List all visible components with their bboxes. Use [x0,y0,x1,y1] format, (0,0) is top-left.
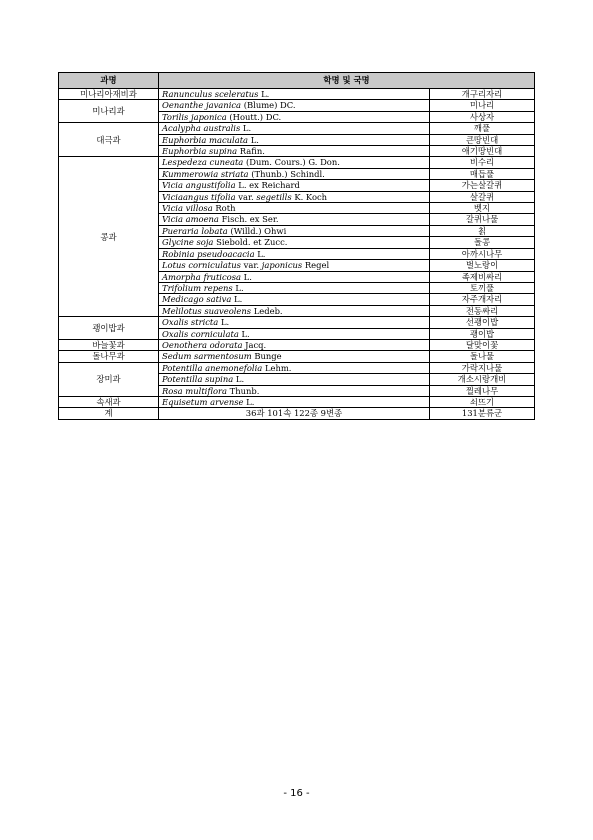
scientific-name-cell [159,146,430,157]
scientific-name-author: L. [233,374,245,385]
scientific-name-author: Jacq. [242,339,267,350]
scientific-name-author: (Thunb.) Schindl. [248,168,325,179]
scientific-name-italic: Pueraria lobata [162,225,228,236]
table-row [59,351,535,362]
scientific-name-cell [159,100,430,111]
scientific-name-author: L. [254,248,266,259]
korean-name-cell: 매듭풀 [430,168,535,179]
scientific-name-cell [159,328,430,339]
scientific-name-cell [159,271,430,282]
korean-name-cell: 살갈퀴 [430,191,535,202]
scientific-name-cell [159,157,430,168]
scientific-name-cell [159,180,430,191]
korean-name-cell: 칡 [430,225,535,236]
korean-name-cell: 돌콩 [430,237,535,248]
table-row [59,100,535,111]
scientific-name-italic: Robinia pseudoacacia [162,248,255,259]
korean-name-cell: 애기땅빈대 [430,146,535,157]
scientific-name-author: Bunge [251,351,282,362]
scientific-name-author: Regel [302,260,330,271]
scientific-name-italic: Vicia angustifolia [162,180,236,191]
korean-name-cell: 전동싸리 [430,305,535,316]
scientific-name-italic: Euphorbia maculata [162,134,249,145]
scientific-name-italic: Kummerowia striata [162,168,249,179]
scientific-name-author: Fisch. ex Ser. [218,214,279,225]
scientific-name-author: L. [258,89,270,99]
scientific-name-italic: Viciaangus tifolia [162,191,236,202]
family-cell: 콩과 [59,157,159,317]
family-cell: 돌나무과 [59,351,159,362]
scientific-name-author: L. [218,317,230,328]
korean-name-cell: 쇠뜨기 [430,396,535,407]
family-cell: 대극과 [59,123,159,157]
scientific-name-cell [159,134,430,145]
scientific-name-cell [159,317,430,328]
species-table [58,72,535,420]
scientific-name-italic: segetills [256,191,292,202]
scientific-name-author: Siebold. et Zucc. [213,237,288,248]
scientific-name-cell [159,225,430,236]
korean-name-cell: 갈퀴나물 [430,214,535,225]
scientific-name-author: (Willd.) Ohwi [227,225,287,236]
scientific-name-italic: Vicia villosa [162,203,213,214]
family-cell: 속새과 [59,396,159,407]
scientific-name-cell [159,123,430,134]
total-row [59,408,535,419]
scientific-name-italic: Glycine soja [162,237,214,248]
korean-name-cell: 비수리 [430,157,535,168]
scientific-name-author: L. [248,134,259,145]
scientific-name-author: Ledeb. [251,305,283,316]
scientific-name-author: var. [240,260,262,271]
scientific-name-cell [159,191,430,202]
scientific-name-author: L. ex Reichard [235,180,300,191]
scientific-name-cell [159,351,430,362]
scientific-name-italic: Melilotus suaveolens [162,305,252,316]
scientific-name-italic: Sedum sarmentosum [162,351,252,362]
table-row [59,89,535,100]
scientific-name-author: (Blume) DC. [241,100,296,111]
scientific-name-italic: Oxalis stricta [162,317,219,328]
scientific-name-cell [159,396,430,407]
scientific-name-author: Thunb. [226,385,260,396]
table-row [59,362,535,373]
korean-name-cell: 개소시랑개비 [430,374,535,385]
scientific-name-cell [159,248,430,259]
scientific-name-italic: Potentilla supina [162,374,234,385]
scientific-name-italic: Torilis japonica [162,111,227,122]
scientific-name-author: var. [235,191,257,202]
scientific-name-author: Roth [212,203,236,214]
table-body [59,89,535,420]
scientific-name-author: L. [232,282,244,293]
scientific-name-cell [159,294,430,305]
scientific-name-italic: Acalypha australis [162,123,241,134]
scientific-name-italic: Oxalis corniculata [162,328,239,339]
page-number: - 16 - [283,788,310,799]
korean-name-cell: 미나리 [430,100,535,111]
scientific-name-italic: Lotus corniculatus [162,260,241,271]
korean-name-cell: 족제비싸리 [430,271,535,282]
scientific-name-cell [159,282,430,293]
scientific-name-cell [159,362,430,373]
scientific-name-cell [159,214,430,225]
scientific-name-italic: Rosa multiflora [162,385,227,396]
scientific-name-italic: Amorpha fruticosa [162,271,242,282]
korean-name-cell: 사상자 [430,111,535,122]
table-row [59,123,535,134]
scientific-name-italic: Vicia amoena [162,214,219,225]
family-cell: 괭이밥과 [59,317,159,340]
total-count: 131분류군 [430,408,535,419]
scientific-name-author: Lehm. [262,362,292,373]
scientific-name-author: Rafin. [237,146,265,157]
scientific-name-italic: Medicago sativa [162,294,232,305]
table-row [59,396,535,407]
korean-name-cell: 괭이밥 [430,328,535,339]
korean-name-cell: 가락지나물 [430,362,535,373]
table-row [59,317,535,328]
korean-name-cell: 깨풀 [430,123,535,134]
scientific-name-cell [159,168,430,179]
scientific-name-author: K. Koch [291,191,328,202]
total-label: 계 [59,408,159,419]
korean-name-cell: 돌나물 [430,351,535,362]
scientific-name-cell [159,385,430,396]
scientific-name-cell [159,339,430,350]
scientific-name-italic: Oenothera odorata [162,339,243,350]
scientific-name-italic: Euphorbia supina [162,146,238,157]
korean-name-cell: 토끼풀 [430,282,535,293]
scientific-name-author: L. [238,328,250,339]
total-summary: 36과 101속 122종 9변종 [159,408,430,419]
korean-name-cell: 아까시나무 [430,248,535,259]
korean-name-cell: 벌노랑이 [430,260,535,271]
scientific-name-cell [159,89,430,100]
family-cell: 미나리아재비과 [59,89,159,100]
scientific-name-author: L. [240,123,252,134]
korean-name-cell: 개구리자리 [430,89,535,100]
scientific-name-cell [159,111,430,122]
korean-name-cell: 찔레나무 [430,385,535,396]
scientific-name-cell [159,203,430,214]
korean-name-cell: 가는살갈퀴 [430,180,535,191]
korean-name-cell: 큰땅빈대 [430,134,535,145]
header-family: 과명 [59,73,159,89]
scientific-name-italic: japonicus [261,260,303,271]
korean-name-cell: 벳지 [430,203,535,214]
scientific-name-cell [159,260,430,271]
header-names: 학명 및 국명 [159,73,535,89]
family-cell: 장미과 [59,362,159,396]
table-row [59,157,535,168]
korean-name-cell: 자주개자리 [430,294,535,305]
scientific-name-cell [159,237,430,248]
korean-name-cell: 달맞이꽃 [430,339,535,350]
korean-name-cell: 선괭이밥 [430,317,535,328]
scientific-name-author: L. [243,396,255,407]
family-cell: 미나리과 [59,100,159,123]
family-cell: 바늘꽃과 [59,339,159,350]
scientific-name-italic: Equisetum arvense [162,396,244,407]
header-row [59,73,535,89]
scientific-name-author: L. [241,271,252,282]
scientific-name-cell [159,374,430,385]
scientific-name-italic: Trifolium repens [162,282,233,293]
scientific-name-author: L. [231,294,243,305]
scientific-name-italic: Ranunculus sceleratus [162,89,259,99]
scientific-name-italic: Oenanthe javanica [162,100,242,111]
scientific-name-italic: Potentilla anemonefolia [162,362,263,373]
scientific-name-italic: Lespedeza cuneata [162,157,244,168]
scientific-name-cell [159,305,430,316]
scientific-name-author: (Dum. Cours.) G. Don. [243,157,340,168]
scientific-name-author: (Houtt.) DC. [226,111,282,122]
table-row [59,339,535,350]
